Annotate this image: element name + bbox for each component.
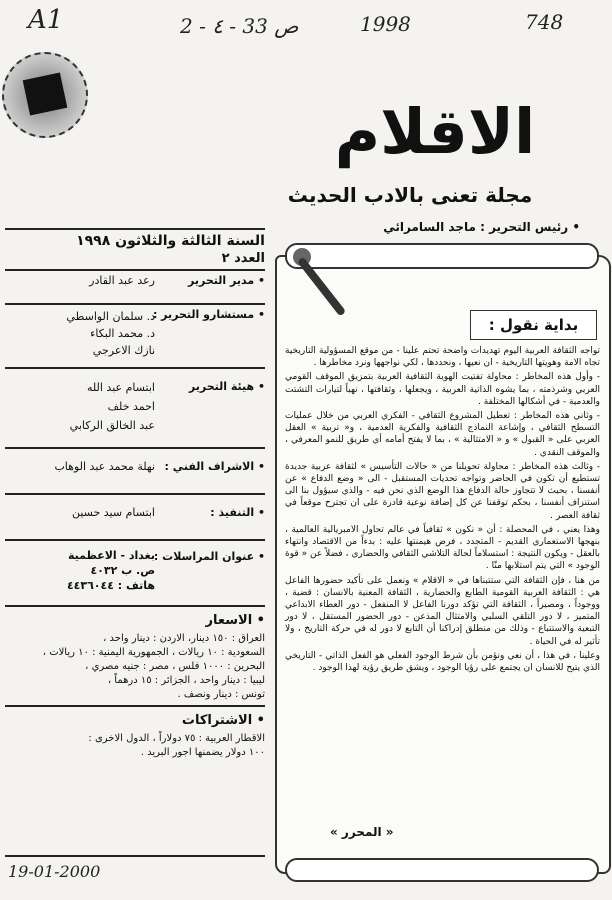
handwritten-year: 1998	[360, 12, 411, 36]
year-line: السنة الثالثة والثلاثون ١٩٩٨	[76, 233, 265, 249]
info-value: ابتسام سيد حسين	[71, 506, 155, 519]
divider	[5, 269, 265, 271]
subscriptions-heading: • الاشتراكات	[181, 713, 265, 728]
bottom-divider	[5, 855, 265, 857]
divider	[5, 705, 265, 707]
divider	[5, 447, 265, 449]
magazine-title: الاقلام	[334, 95, 536, 168]
editorial-signature: « المحرر »	[330, 825, 394, 839]
divider	[5, 605, 265, 607]
info-value: ابتسام عبد الله احمد خلف عبد الخالق الركابي	[69, 381, 155, 432]
info-label: • مستشارو التحرير :	[152, 308, 265, 321]
info-row	[5, 308, 265, 364]
editorial-paragraph: وعلينا ، في هذا ، أن نعي ونؤمن بأن شرط الوجود الفعلي هو الفعل الذاتي - التاريخي الذي يتيح للانسان ان يجتمع على رؤيا الوجود ، ويشق طريق رؤية لهذا الوجود .	[285, 650, 600, 674]
price-line: السعودية : ١٠ ريالات ، الجمهورية اليمنية : ١٠ ريالات ،	[42, 647, 265, 658]
info-row	[5, 544, 265, 602]
info-label: • مدير التحرير	[188, 274, 265, 287]
prices-heading: • الاسعار	[205, 613, 265, 628]
editorial-paragraph: - وثالث هذه المخاطر : محاولة تحويلنا من « حالات التأسيس » لثقافة عربية جديدة تستطيع أن تكون في الحاضر وتواجه تحديات المستقبل - الى « وضع الدفاع » عن أنفسنا ، بحيث لا تتجاوز حالة الدفاع هذا الوضع الذي نحن فيه - والذي سيؤول بنا الى استنزاف أنفسنا ، بحكم توقفنا عن كل إضافة نوعية قادرة على ان تجترح موقعاً في ثقافة العصر .	[285, 461, 600, 521]
editorial-heading: بداية نقول :	[470, 310, 597, 340]
handwritten-footer-date: 19-01-2000	[8, 862, 101, 881]
info-value: د. سلمان الواسطي د. محمد البكاء نازك الاعرجي	[66, 310, 155, 357]
scroll-top-roll	[285, 243, 599, 269]
divider	[5, 493, 265, 495]
editorial-paragraph: من هنا ، فإن الثقافة التي ستتبناها في « الاقلام » ونعمل على تأكيد حضورها الفاعل هي : الثقافة العربية القومية الطابع والحضارية ، الثقافة المعنية بالانسان : قضية ، ووجوداً ، ومصيراً ، الثقافة التي تؤكد دورنا الفاعل لا المنفعل - دور العطاء الابداعي المتميز ، لا دور التلقي السلبي والامتثال المذعن - دور الحضور المستقل ، لا دور التبعية والاستتباع - وذلك من منطلق إدراكنا أن التابع لا دور له في حركة التاريخ ، ولا تأثير له في الحياة .	[285, 575, 600, 647]
library-stamp	[2, 52, 88, 138]
publication-info	[5, 225, 265, 760]
price-line: البحرين : ١٠٠٠ فلس ، مصر : جنيه مصري ،	[85, 661, 265, 672]
price-line: تونس : دينار ونصف .	[177, 689, 265, 700]
magazine-subtitle: مجلة تعنى بالادب الحديث	[287, 183, 533, 207]
handwritten-issue-ref: 2 - ٤ - 33 ص	[180, 14, 299, 38]
info-row	[5, 498, 265, 536]
subscription-line: ١٠٠ دولار يضمنها اجور البريد .	[140, 747, 265, 758]
editorial-paragraph: - وأول هذه المخاطر : محاولة تفتيت الهوية الثقافية العربية بتمزيق الموقف القومي العربي وشرذمته ، بما يشوه الذاتية العربية ، ويجعلها ، وثقافتها ، نهباً لتيارات التشتت والعدمية - في أشكالها المختلفة .	[285, 372, 600, 407]
divider	[5, 303, 265, 305]
price-line: العراق : ١٥٠ دينار، الاردن : دينار واحد ،	[103, 633, 265, 644]
issue-line: العدد ٢	[221, 251, 265, 266]
price-line: ليبيا : دينار واحد ، الجزائر : ١٥ درهماً ،	[107, 675, 265, 686]
info-value: نهلة محمد عبد الوهاب	[54, 460, 155, 473]
scroll-bottom-roll	[285, 858, 599, 882]
divider	[5, 228, 265, 230]
info-label: • عنوان المراسلات :	[153, 550, 265, 563]
info-row	[5, 274, 265, 300]
handwritten-code: A1	[28, 5, 64, 35]
info-label: • التنفيذ :	[210, 506, 265, 519]
subscription-line: الاقطار العربية : ٧٥ دولاراً ، الدول الاخرى :	[88, 733, 265, 744]
info-label: • هيئة التحرير	[188, 380, 265, 393]
editor-in-chief: • رئيس التحرير : ماجد السامرائي	[383, 220, 580, 234]
editorial-paragraph: تواجه الثقافة العربية اليوم تهديدات واضحة تحتم علينا - من موقع المسؤولية التاريخية تجاه الامة وهويتها التاريخية - ان نعيها ، ونحددها ، لكي نواجهها ونرد مخاطرها .	[285, 346, 600, 369]
info-value: بغداد - الاعظمية ص. ب ٤٠٣٢ هاتف : ٤٤٣٦٠٤٤	[66, 549, 155, 592]
divider	[5, 367, 265, 369]
editorial-paragraph: وهذا يعني ، في المحصلة : أن « نكون » ثقافياً في عالم تحاول الامبريالية العالمية ، بنهجها الاستعماري القديم - المتجدد ، فرض هيمنتها عليه : بدءاً من الاقتصاد وانتهاء بالعقل - ويكون النتيجة : استسلاماً لحالة التلاشي الثقافي والحضاري ، فضلاً عن « قوة الوجود » التي يتم استلابها منّا .	[285, 524, 600, 572]
stamp-emblem	[23, 72, 68, 115]
info-label: • الاشراف الفني :	[164, 460, 265, 473]
info-value: رعد عبد القادر	[89, 274, 155, 287]
info-row	[5, 372, 265, 444]
handwritten-number: 748	[525, 10, 564, 34]
editorial-paragraph: - وثاني هذه المخاطر : تعطيل المشروع الثقافي - الفكري العربي من خلال عمليات التسطح الثقافي ، وإشاعة النماذج الثقافية والفكرية العدمية ، و« تربية » العقل العربي على « القبول » و « الامتثالية » ، بما لا يفتح أمامه أي طريق للنمو المعرفي ، والموقف النقدي .	[285, 411, 600, 458]
divider	[5, 539, 265, 541]
editorial-body	[285, 345, 600, 676]
info-row	[5, 452, 265, 490]
